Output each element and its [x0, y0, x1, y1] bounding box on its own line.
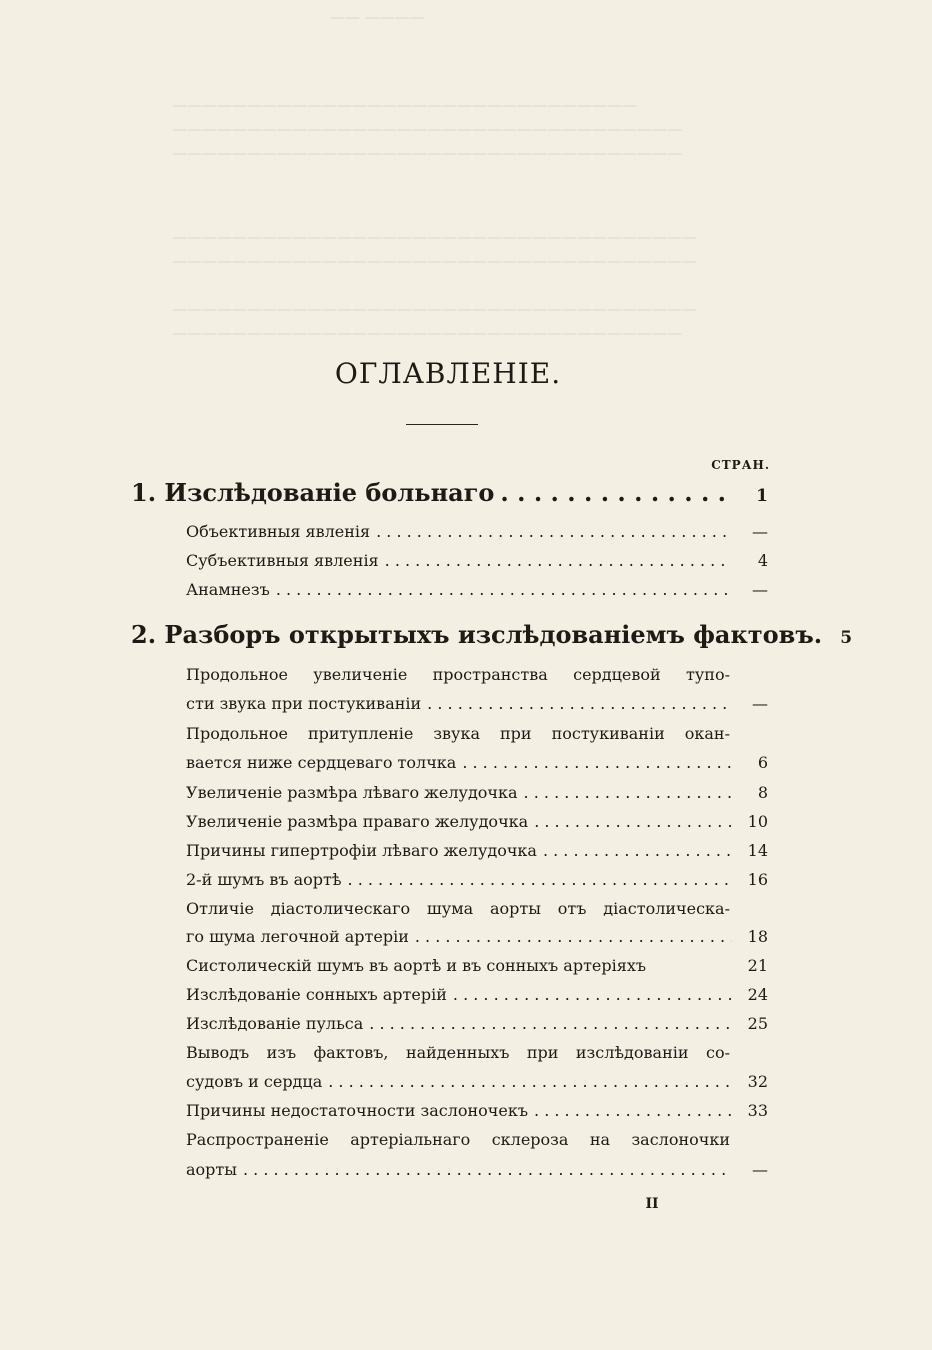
entry-title: Субъективныя явленія	[186, 551, 379, 570]
page-number: 8	[757, 783, 768, 802]
page-number: 24	[747, 985, 768, 1004]
page-number: 18	[747, 927, 768, 946]
page-number: 5	[840, 628, 853, 648]
toc-entry[interactable]	[186, 956, 768, 975]
dot-leader	[376, 522, 732, 541]
entry-title: 2-й шумъ въ аортѣ	[186, 870, 342, 889]
entry-title: го шума легочной артеріи	[186, 927, 409, 946]
toc-entry[interactable]	[186, 753, 768, 772]
bleed-through-mark: ———————————————————————————————	[172, 96, 637, 114]
toc-entry[interactable]	[186, 694, 768, 713]
dot-leader	[276, 580, 732, 599]
entry-title: Увеличеніе размѣра праваго желудочка	[186, 812, 529, 831]
page-number: —	[752, 1160, 768, 1179]
bleed-through-mark: ———————————————————————————————————	[172, 228, 697, 246]
toc-entry[interactable]	[186, 783, 768, 802]
page-number: 32	[747, 1072, 768, 1091]
toc-entry[interactable]	[186, 1160, 768, 1179]
toc-entry[interactable]	[186, 551, 768, 570]
section-title: 1. Изслѣдованіе больнаго	[131, 478, 495, 507]
entry-first-line: Распространеніе артеріальнаго склероза на заслоночки	[186, 1130, 730, 1149]
title-divider	[406, 424, 478, 425]
page-number: 33	[747, 1101, 768, 1120]
page-number: —	[752, 580, 768, 599]
dot-leader	[462, 753, 732, 772]
dot-leader	[543, 841, 732, 860]
page-number: 14	[747, 841, 768, 860]
entry-first-line: Продольное притупленіе звука при постукиваніи окан-	[186, 724, 730, 743]
dot-leader	[385, 551, 732, 570]
dot-leader	[524, 783, 732, 802]
toc-entry[interactable]	[186, 841, 768, 860]
dot-leader	[453, 985, 732, 1004]
toc-section-2[interactable]	[131, 620, 853, 649]
entry-title: Изслѣдованіе пульса	[186, 1014, 364, 1033]
dot-leader	[369, 1014, 732, 1033]
entry-title: аорты	[186, 1160, 237, 1179]
page-number: 10	[747, 812, 768, 831]
entry-title: вается ниже сердцеваго толчка	[186, 753, 457, 772]
entry-title: судовъ и сердца	[186, 1072, 323, 1091]
bleed-through-mark: ———————————————————————————————————	[172, 252, 697, 270]
page-number: 16	[747, 870, 768, 889]
dot-leader	[328, 1072, 732, 1091]
entry-title: Объективныя явленія	[186, 522, 371, 541]
toc-entry[interactable]	[186, 1101, 768, 1120]
bleed-through-mark: ——————————————————————————————————	[172, 144, 682, 162]
toc-entry[interactable]	[186, 985, 768, 1004]
entry-first-line: Отличіе діастолическаго шума аорты отъ діастолическа-	[186, 899, 730, 918]
entry-title: Систолическій шумъ въ аортѣ и въ сонныхъ артеріяхъ	[186, 956, 647, 975]
entry-first-line: Продольное увеличеніе пространства сердцевой тупо-	[186, 665, 730, 684]
dot-leader	[534, 1101, 732, 1120]
page-number: 25	[747, 1014, 768, 1033]
entry-title: Причины недостаточности заслоночекъ	[186, 1101, 529, 1120]
toc-entry[interactable]	[186, 1014, 768, 1033]
dot-leader	[427, 694, 732, 713]
page-number: —	[752, 522, 768, 541]
bleed-through-mark: ——————————————————————————————————	[172, 120, 682, 138]
dot-leader	[348, 870, 732, 889]
page-column-label: СТРАН.	[711, 458, 770, 472]
page-number: 4	[757, 551, 768, 570]
toc-entry[interactable]	[186, 522, 768, 541]
page-number: 6	[757, 753, 768, 772]
dot-leader	[415, 927, 732, 946]
toc-entry[interactable]	[186, 580, 768, 599]
bleed-through-mark: ——————————————————————————————————	[172, 324, 682, 342]
entry-title: Изслѣдованіе сонныхъ артерій	[186, 985, 447, 1004]
entry-first-line: Выводъ изъ фактовъ, найденныхъ при изслѣдованіи со-	[186, 1043, 730, 1062]
toc-entry[interactable]	[186, 870, 768, 889]
section-title: 2. Разборъ открытыхъ изслѣдованіемъ фактовъ.	[131, 620, 823, 649]
toc-entry[interactable]	[186, 1072, 768, 1091]
entry-title: сти звука при постукиваніи	[186, 694, 422, 713]
entry-title: Причины гипертрофіи лѣваго желудочка	[186, 841, 537, 860]
page-number: 21	[747, 956, 768, 975]
toc-entry[interactable]	[186, 927, 768, 946]
page-number: 1	[756, 486, 768, 506]
page-number: —	[752, 694, 768, 713]
entry-title: Увеличеніе размѣра лѣваго желудочка	[186, 783, 518, 802]
toc-entry[interactable]	[186, 812, 768, 831]
toc-section-1[interactable]	[131, 478, 768, 507]
dot-leader	[243, 1160, 732, 1179]
page-title: ОГЛАВЛЕНІЕ.	[334, 357, 562, 390]
signature-mark: II	[645, 1196, 659, 1212]
bleed-through-mark: ———————————————————————————————————	[172, 300, 697, 318]
dot-leader	[534, 812, 732, 831]
dot-leader	[500, 478, 732, 507]
entry-title: Анамнезъ	[186, 580, 270, 599]
bleed-through-mark: —— ————	[330, 8, 425, 26]
